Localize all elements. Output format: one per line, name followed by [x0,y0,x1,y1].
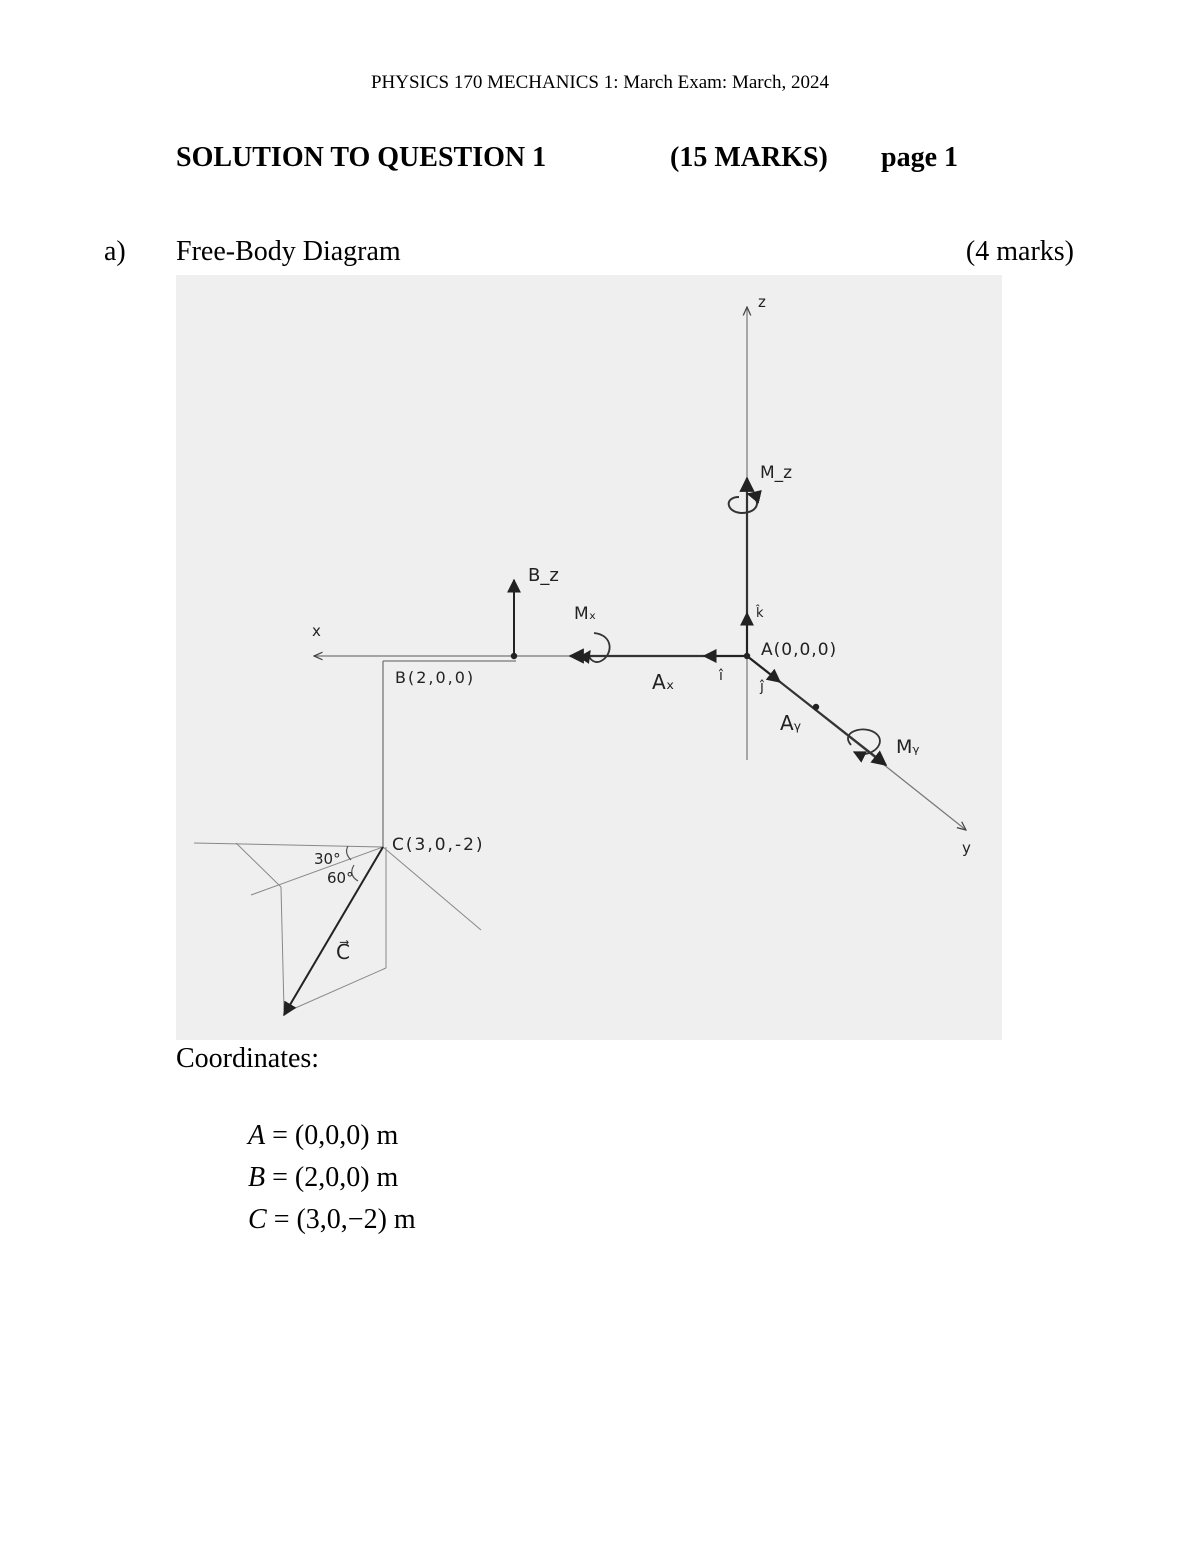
axis-y-label: y [962,839,971,857]
point-c-label: C(3,0,-2) [392,835,485,855]
total-marks: (15 MARKS) [670,142,828,173]
unit-j-label: ĵ [760,679,764,695]
angle-arc-30 [347,846,351,860]
unit-i-label: î [719,668,723,684]
free-body-diagram [176,275,1002,1040]
component-vertical [281,887,284,1010]
axis-x-label: x [312,622,321,640]
coordinates-heading: Coordinates: [176,1043,320,1074]
point-b-label: B(2,0,0) [395,668,476,687]
moment-my-curl [848,729,880,754]
moment-mz-curl [729,494,757,513]
free-body-diagram-drawing [176,275,1002,1040]
unit-k-label: k̂ [756,606,764,621]
moment-mx-curl [589,633,610,662]
moment-mx-label: Mₓ [574,604,597,624]
coordinate-row: A = (0,0,0) m [248,1120,399,1151]
moment-my-label: Mᵧ [896,736,920,758]
page-number: page 1 [881,142,958,173]
part-a-title: Free-Body Diagram [176,236,401,267]
coordinate-row: B = (2,0,0) m [248,1162,399,1193]
page-header: PHYSICS 170 MECHANICS 1: March Exam: March, 2024 [370,72,830,93]
force-bz-label: B_z [528,565,559,586]
construction-diagonal [383,847,481,930]
construction-left-slope [236,843,281,887]
coordinate-row: C = (3,0,−2) m [248,1204,416,1235]
moment-mz-label: M_z [760,463,793,483]
construction-horizontal [194,843,383,847]
point-ay-dot [813,704,819,710]
force-ay-label: Aᵧ [780,711,802,735]
axis-z-label: z [758,293,766,311]
part-a-label: a) [104,236,126,267]
point-a-dot [744,653,750,659]
angle-60-label: 60° [327,869,354,887]
point-a-label: A(0,0,0) [761,640,838,660]
part-a-marks: (4 marks) [965,236,1074,267]
angle-30-label: 30° [314,850,341,868]
force-ax-label: Aₓ [652,670,675,694]
solution-heading: SOLUTION TO QUESTION 1 [176,142,547,173]
force-c-label: C⃗ [336,940,350,964]
